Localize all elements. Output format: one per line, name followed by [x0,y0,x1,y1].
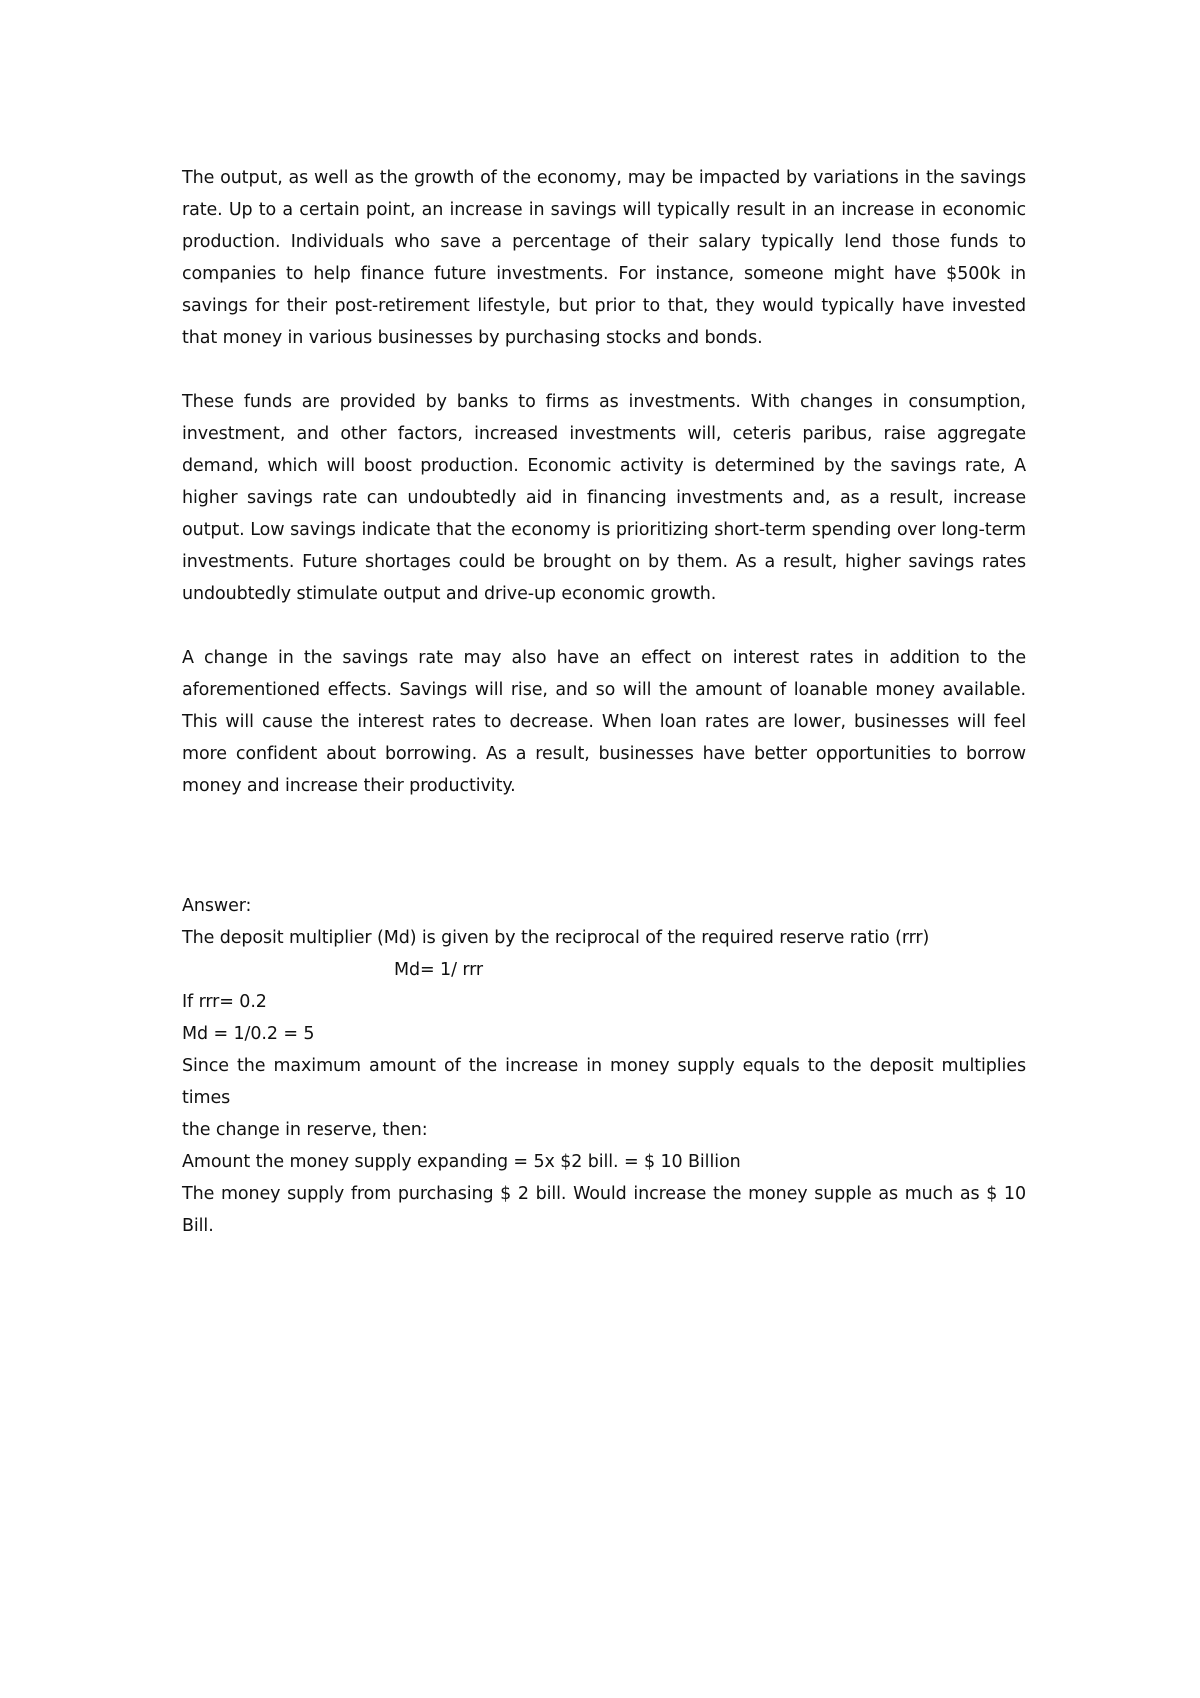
essay-body [182,162,1026,802]
answer-heading: Answer: [182,896,252,916]
answer-formula: Md= 1/ rrr [394,960,483,980]
answer-given: If rrr= 0.2 [182,992,267,1012]
answer-section [182,890,1026,1242]
paragraph-interest-rates: A change in the savings rate may also have an effect on interest rates in addition to the aforementioned effects. Savings will rise, and so will the amount of loanable money available. This will cause the interest rates to decrease. When loan rates are lower, businesses will feel more confident about borrowing. As a result, businesses have better opportunities to borrow money and increase their productivity. [182,648,1026,796]
paragraph-funds-investments: These funds are provided by banks to firms as investments. With changes in consumption, investment, and other factors, increased investments will, ceteris paribus, raise aggregate demand, which will boost production. Economic activity is determined by the savings rate, A higher savings rate can undoubtedly aid in financing investments and, as a result, increase output. Low savings indicate that the economy is prioritizing short-term spending over long-term investments. Future shortages could be brought on by them. As a result, higher savings rates undoubtedly stimulate output and drive-up economic growth. [182,392,1026,604]
answer-definition: The deposit multiplier (Md) is given by the reciprocal of the required reserve ratio (rrr) [182,928,930,948]
answer-explanation-1: Since the maximum amount of the increase in money supply equals to the deposit multiplies times [182,1056,1026,1108]
answer-explanation-2: the change in reserve, then: [182,1120,428,1140]
answer-calculation: Md = 1/0.2 = 5 [182,1024,315,1044]
answer-amount: Amount the money supply expanding = 5x $2 bill. = $ 10 Billion [182,1152,741,1172]
answer-conclusion: The money supply from purchasing $ 2 bill. Would increase the money supple as much as $ 10 Bill. [182,1184,1026,1236]
paragraph-savings-output: The output, as well as the growth of the economy, may be impacted by variations in the savings rate. Up to a certain point, an increase in savings will typically result in an increase in economic production. Individuals who save a percentage of their salary typically lend those funds to companies to help finance future investments. For instance, someone might have $500k in savings for their post-retirement lifestyle, but prior to that, they would typically have invested that money in various businesses by purchasing stocks and bonds. [182,168,1026,348]
